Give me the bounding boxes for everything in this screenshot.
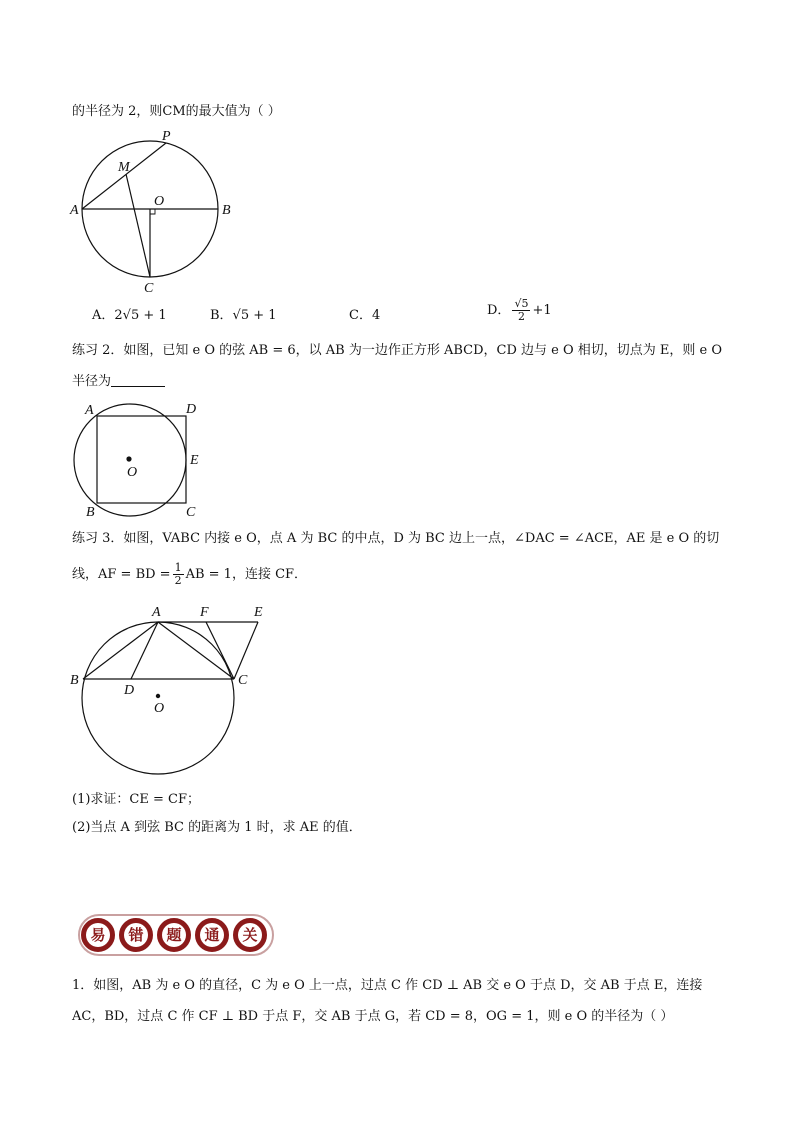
- fig2-label-c: C: [186, 505, 196, 520]
- exercise3-frac-num: 1: [174, 561, 182, 574]
- fig3-segment-ce: [234, 622, 258, 679]
- exercise3-frac-den: 2: [174, 574, 182, 587]
- fig3-label-f: F: [200, 605, 209, 620]
- fig2-square: [97, 416, 186, 503]
- fig3-segment-ad: [131, 622, 158, 679]
- fig1-right-angle: [150, 209, 155, 214]
- exercise3-line2-prefix: 线，AF = BD =: [72, 567, 171, 582]
- option-d-den: 2: [517, 310, 525, 323]
- fig2-center-dot: [126, 456, 131, 461]
- fig2-label-e: E: [190, 453, 199, 468]
- question1-stem: 1．如图，AB 为 e O 的直径，C 为 e O 上一点，过点 C 作 CD ⊥ AB 交 e O 于点 D，交 AB 于点 E，连接: [72, 978, 703, 993]
- section-badge-4-text: 通: [200, 923, 224, 947]
- fig1-label-o: O: [154, 194, 165, 209]
- fig3-center-dot: [156, 694, 160, 698]
- section-badge-3-text: 题: [162, 923, 186, 947]
- fig1-label-m: M: [118, 160, 130, 175]
- figure-tangent-circle: [66, 602, 276, 778]
- fig2-label-a: A: [85, 403, 94, 418]
- exercise3-stem: 练习 3．如图，VABC 内接 e O，点 A 为 BC 的中点，D 为 BC 边上一点，∠DAC = ∠ACE，AE 是 e O 的切: [72, 531, 720, 546]
- exercise3-fraction: [173, 562, 184, 587]
- fig3-label-a: A: [152, 605, 161, 620]
- option-d-num: √5: [514, 297, 529, 310]
- exercise3-line2-suffix: AB = 1，连接 CF．: [185, 567, 308, 582]
- fig3-segment-cf: [206, 622, 234, 679]
- fig1-segment-mc: [126, 174, 150, 277]
- exercise3-part2: (2)当点 A 到弦 BC 的距离为 1 时，求 AE 的值．: [72, 820, 362, 835]
- figure-square-circle: [66, 398, 216, 520]
- option-d-prefix: D．: [487, 303, 511, 318]
- fig3-label-c: C: [238, 673, 248, 688]
- section-badge-3: [157, 918, 191, 952]
- section-badge-5-text: 关: [238, 923, 262, 947]
- fig3-label-d: D: [124, 683, 135, 698]
- fig1-label-a: A: [70, 203, 79, 218]
- exercise2-radius-label: 半径为: [72, 374, 112, 389]
- exercise3-part1: (1)求证：CE = CF；: [72, 792, 200, 807]
- fig3-segment-ab: [83, 622, 158, 679]
- section-badge-5: [233, 918, 267, 952]
- fig2-label-b: B: [86, 505, 95, 520]
- exercise3-stem-line2: [72, 562, 307, 587]
- fig3-segment-ac: [158, 622, 234, 679]
- option-d-suffix: +1: [532, 303, 552, 318]
- problem-prev-stem: 的半径为 2，则CM的最大值为（ ）: [72, 104, 281, 119]
- fig3-label-o: O: [154, 701, 165, 716]
- question1-stem-line2: AC，BD，过点 C 作 CF ⊥ BD 于点 F，交 AB 于点 G，若 CD = 8，OG = 1，则 e O 的半径为（ ）: [72, 1009, 674, 1024]
- section-badge-2: [119, 918, 153, 952]
- fig2-label-d: D: [186, 402, 197, 417]
- exercise2-stem-line2: [72, 372, 165, 392]
- option-d-fraction: [512, 298, 530, 323]
- section-badge-1: [81, 918, 115, 952]
- fig2-label-o: O: [127, 465, 138, 480]
- fig3-label-e: E: [254, 605, 263, 620]
- answer-blank[interactable]: [111, 372, 165, 387]
- option-d[interactable]: [487, 298, 552, 323]
- option-a[interactable]: A．2√5 + 1: [92, 308, 167, 323]
- section-badge-2-text: 错: [124, 923, 148, 947]
- fig1-label-c: C: [144, 281, 154, 296]
- option-b[interactable]: B．√5 + 1: [210, 308, 277, 323]
- fig3-label-b: B: [70, 673, 79, 688]
- section-badge-4: [195, 918, 229, 952]
- section-badge-1-text: 易: [86, 923, 110, 947]
- figure-circle-cm: [66, 126, 246, 296]
- exercise2-stem: 练习 2．如图，已知 e O 的弦 AB = 6，以 AB 为一边作正方形 ABCD，CD 边与 e O 相切，切点为 E，则 e O: [72, 343, 723, 358]
- option-c[interactable]: C．4: [349, 308, 381, 323]
- fig1-label-p: P: [162, 129, 171, 144]
- fig1-label-b: B: [222, 203, 231, 218]
